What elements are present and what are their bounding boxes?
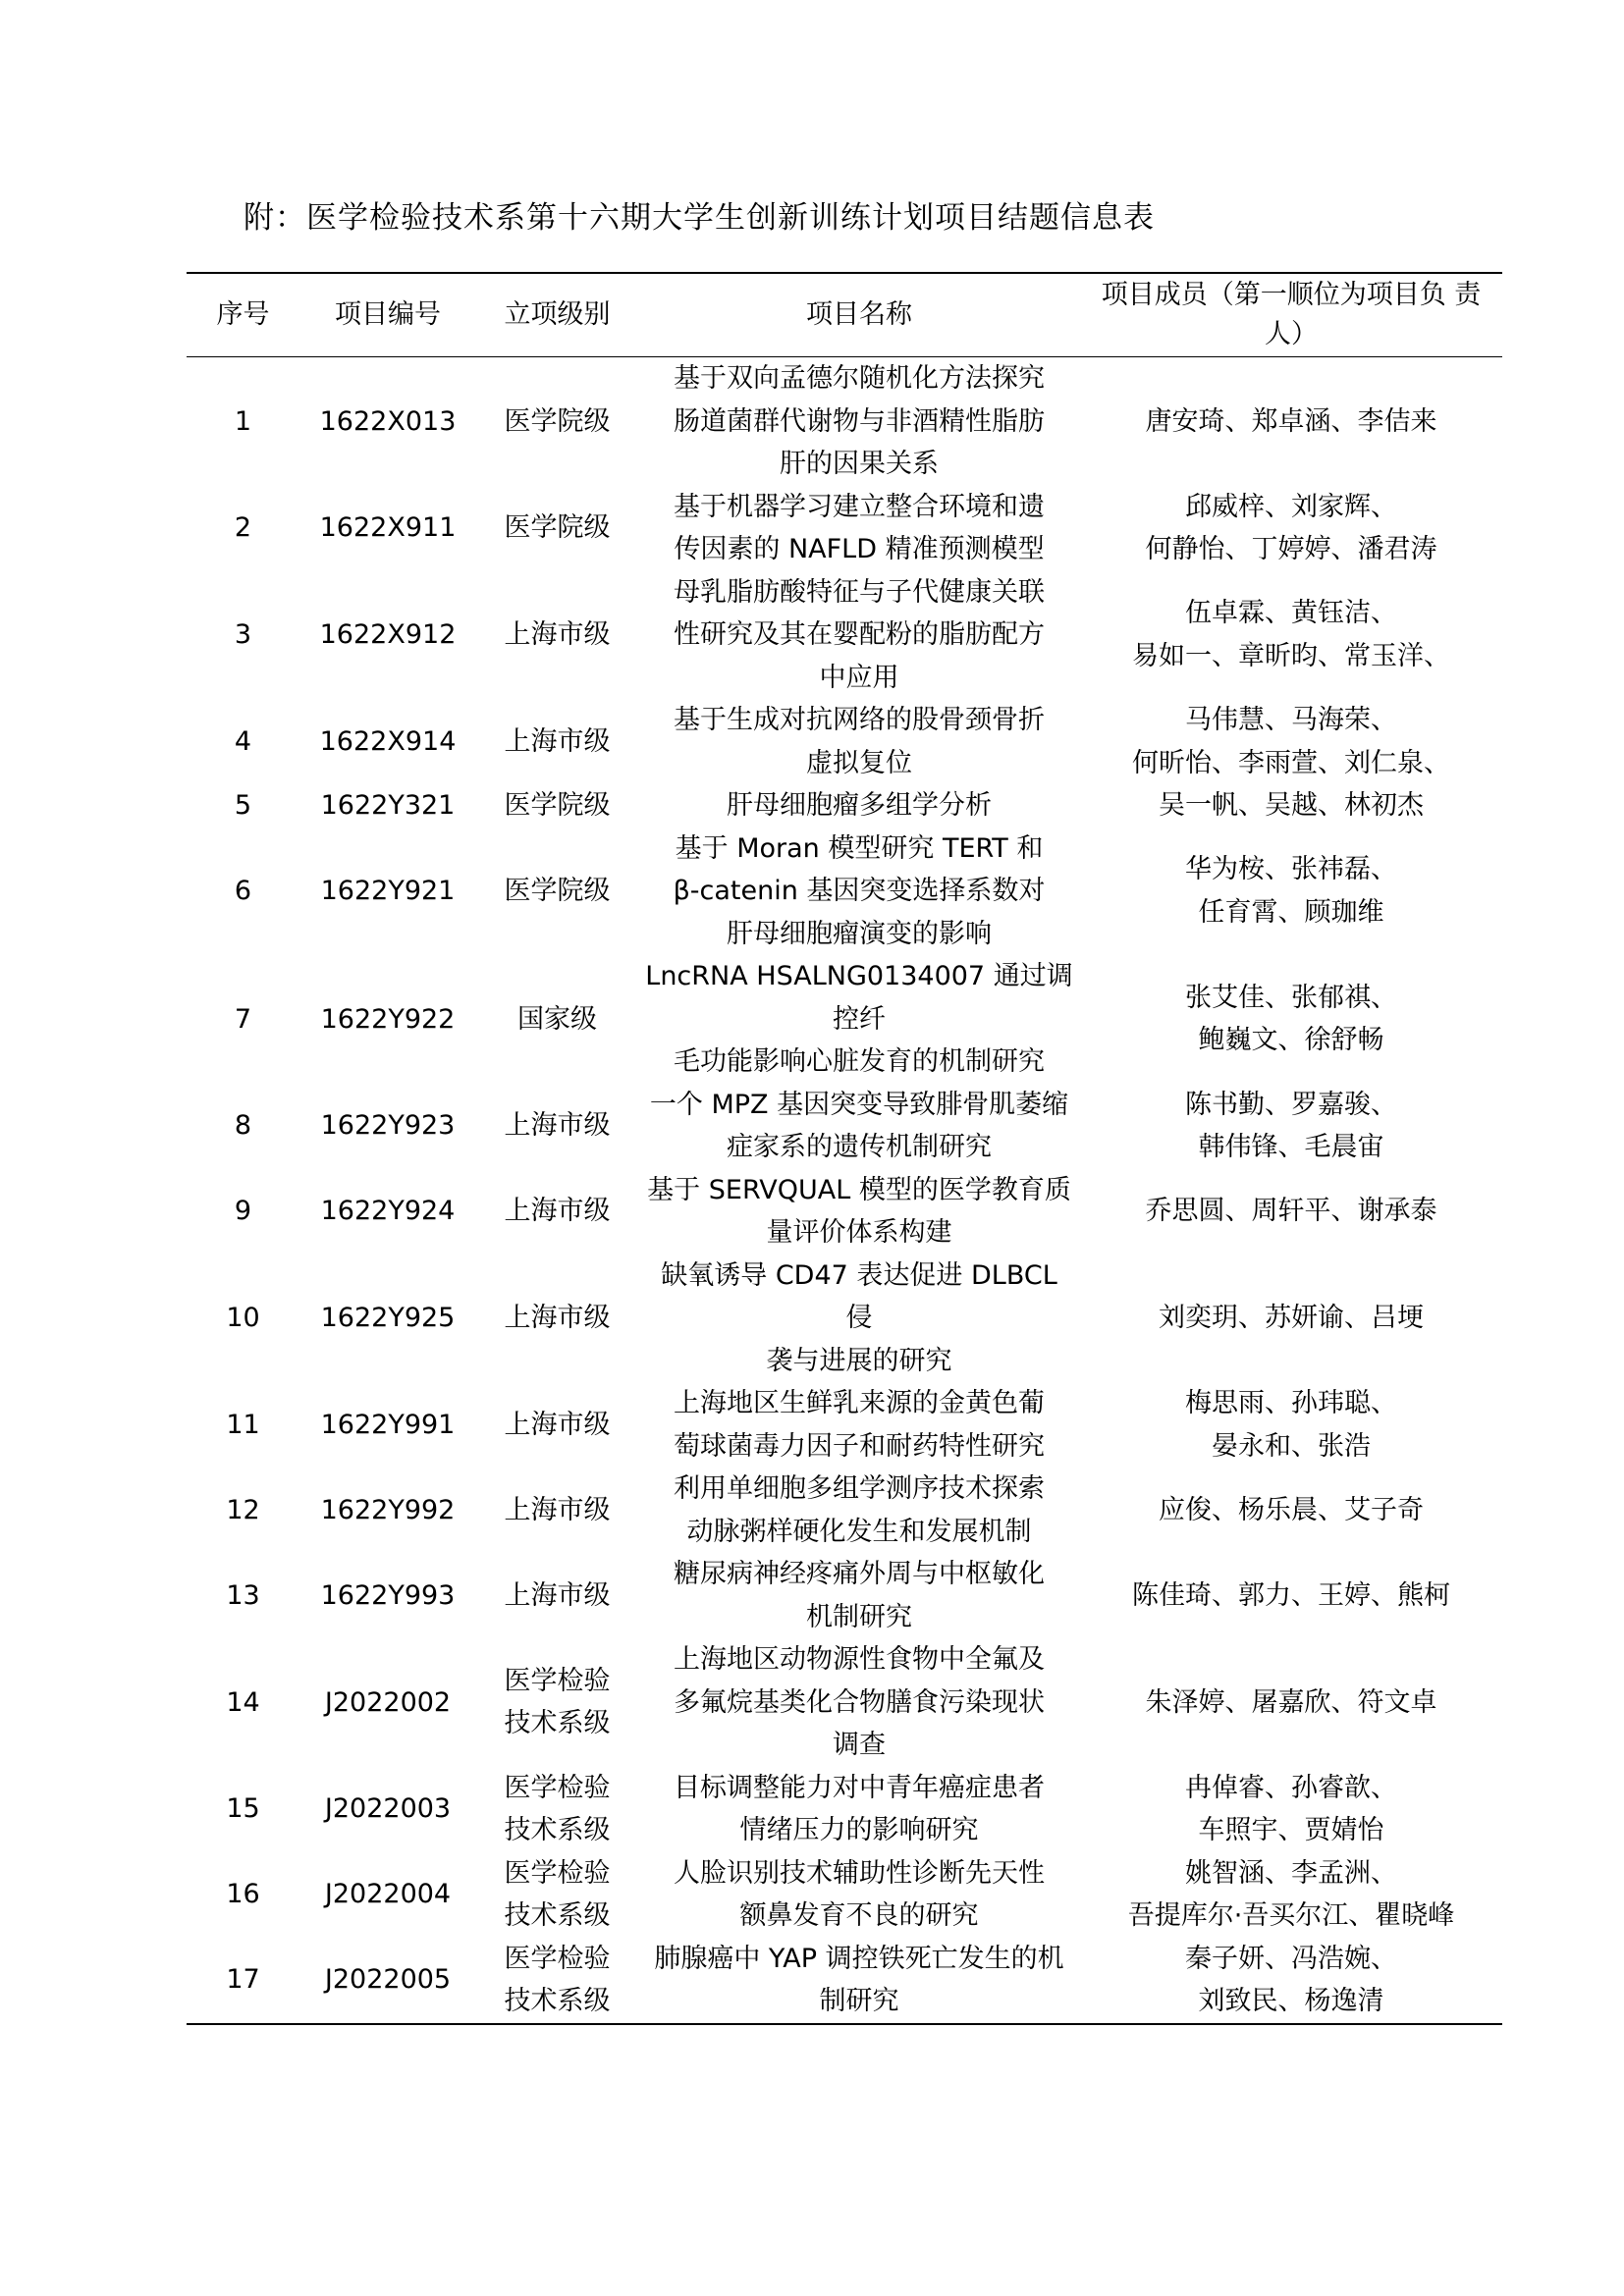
row-level: 上海市级 xyxy=(504,1196,611,1227)
row-code: J2022003 xyxy=(324,1793,452,1825)
row-level: 上海市级 xyxy=(504,619,611,650)
row-index: 16 xyxy=(226,1879,260,1910)
row-index: 14 xyxy=(226,1686,260,1718)
row-index: 8 xyxy=(234,1110,252,1142)
row-index: 11 xyxy=(226,1409,260,1440)
row-level: 医学院级 xyxy=(504,405,611,437)
table-row xyxy=(187,1767,1502,1852)
row-code: 1622Y992 xyxy=(320,1494,456,1525)
table-row xyxy=(187,1553,1502,1638)
row-code: 1622Y991 xyxy=(320,1409,456,1440)
row-index: 12 xyxy=(226,1494,260,1525)
row-members: 伍卓霖、黄钰洁、 易如一、章昕昀、常玉洋、 xyxy=(1132,598,1450,671)
row-level: 医学检验 技术系级 xyxy=(504,1857,611,1931)
row-members: 华为桉、张祎磊、 任育霄、顾珈维 xyxy=(1185,854,1397,928)
header-level: 立项级别 xyxy=(504,299,611,330)
row-level: 上海市级 xyxy=(504,1579,611,1611)
row-name: 糖尿病神经疼痛外周与中枢敏化 机制研究 xyxy=(674,1559,1045,1632)
row-members: 刘奕玥、苏妍谕、吕埂 xyxy=(1159,1303,1424,1333)
table-row xyxy=(187,486,1502,571)
row-level: 医学检验 技术系级 xyxy=(504,1943,611,2016)
row-code: J2022002 xyxy=(324,1686,452,1718)
row-name: 肝母细胞瘤多组学分析 xyxy=(727,790,992,821)
row-index: 17 xyxy=(226,1964,260,1996)
row-members: 应俊、杨乐晨、艾子奇 xyxy=(1159,1494,1424,1525)
row-members: 姚智涵、李孟洲、 吾提库尔·吾买尔江、瞿晓峰 xyxy=(1127,1857,1455,1931)
table-body xyxy=(187,357,1502,2024)
table-row xyxy=(187,699,1502,784)
row-index: 7 xyxy=(234,1003,252,1035)
row-members: 陈佳琦、郭力、王婷、熊柯 xyxy=(1132,1579,1450,1611)
row-index: 10 xyxy=(226,1303,260,1333)
table-row xyxy=(187,1938,1502,2024)
table-row xyxy=(187,1852,1502,1938)
row-name: 目标调整能力对中青年癌症患者 情绪压力的影响研究 xyxy=(674,1772,1045,1845)
row-members: 朱泽婷、屠嘉欣、符文卓 xyxy=(1145,1686,1437,1718)
row-members: 邱威梓、刘家辉、 何静怡、丁婷婷、潘君涛 xyxy=(1145,491,1437,564)
row-level: 上海市级 xyxy=(504,1303,611,1333)
row-code: 1622Y921 xyxy=(320,876,456,906)
row-level: 医学检验 技术系级 xyxy=(504,1665,611,1739)
table-header-row xyxy=(187,273,1502,357)
row-name: 肺腺癌中 YAP 调控铁死亡发生的机 制研究 xyxy=(654,1943,1064,2016)
row-code: J2022005 xyxy=(324,1964,452,1996)
row-name: 基于双向孟德尔随机化方法探究 肠道菌群代谢物与非酒精性脂肪 肝的因果关系 xyxy=(674,363,1045,479)
row-level: 医学院级 xyxy=(504,876,611,906)
row-level: 上海市级 xyxy=(504,1494,611,1525)
row-name: LncRNA HSALNG0134007 通过调控纤 毛功能影响心脏发育的机制研究 xyxy=(645,961,1073,1077)
row-code: 1622X013 xyxy=(319,405,457,437)
row-level: 上海市级 xyxy=(504,1110,611,1142)
row-index: 1 xyxy=(234,405,252,437)
row-members: 唐安琦、郑卓涵、李佶来 xyxy=(1145,405,1437,437)
row-code: 1622Y922 xyxy=(320,1003,456,1035)
row-code: 1622X911 xyxy=(319,512,457,544)
row-name: 基于机器学习建立整合环境和遗 传因素的 NAFLD 精准预测模型 xyxy=(674,491,1045,564)
row-name: 缺氧诱导 CD47 表达促进 DLBCL 侵 袭与进展的研究 xyxy=(661,1259,1057,1376)
row-members: 吴一帆、吴越、林初杰 xyxy=(1159,790,1424,821)
row-index: 9 xyxy=(234,1196,252,1227)
row-name: 一个 MPZ 基因突变导致腓骨肌萎缩 症家系的遗传机制研究 xyxy=(649,1089,1069,1162)
row-index: 5 xyxy=(234,790,252,821)
row-name: 利用单细胞多组学测序技术探索 动脉粥样硬化发生和发展机制 xyxy=(674,1473,1045,1547)
row-index: 6 xyxy=(234,876,252,906)
row-code: 1622Y321 xyxy=(320,790,456,821)
table-row xyxy=(187,955,1502,1084)
row-level: 医学院级 xyxy=(504,790,611,821)
row-index: 13 xyxy=(226,1579,260,1611)
header-code: 项目编号 xyxy=(335,299,441,330)
table-row xyxy=(187,1638,1502,1767)
row-code: 1622Y923 xyxy=(320,1110,456,1142)
row-code: 1622X912 xyxy=(319,619,457,650)
row-index: 4 xyxy=(234,725,252,757)
row-name: 人脸识别技术辅助性诊断先天性 额鼻发育不良的研究 xyxy=(674,1857,1045,1931)
row-name: 上海地区生鲜乳来源的金黄色葡 萄球菌毒力因子和耐药特性研究 xyxy=(674,1388,1045,1462)
row-index: 3 xyxy=(234,619,252,650)
table-row xyxy=(187,1169,1502,1255)
row-name: 基于生成对抗网络的股骨颈骨折 虚拟复位 xyxy=(674,705,1045,778)
table-row xyxy=(187,1255,1502,1383)
header-index: 序号 xyxy=(216,299,270,330)
row-code: 1622Y925 xyxy=(320,1303,456,1333)
row-members: 张艾佳、张郁祺、 鲍巍文、徐舒畅 xyxy=(1185,982,1397,1056)
row-members: 梅思雨、孙玮聪、 晏永和、张浩 xyxy=(1185,1388,1397,1462)
header-members: 项目成员（第一顺位为项目负 责人） xyxy=(1101,280,1482,349)
table-row xyxy=(187,1084,1502,1169)
table-row xyxy=(187,571,1502,700)
row-code: 1622Y924 xyxy=(320,1196,456,1227)
row-name: 基于 SERVQUAL 模型的医学教育质 量评价体系构建 xyxy=(647,1174,1071,1248)
row-level: 上海市级 xyxy=(504,1409,611,1440)
row-name: 上海地区动物源性食物中全氟及 多氟烷基类化合物膳食污染现状 调查 xyxy=(674,1644,1045,1760)
project-table xyxy=(187,272,1502,2025)
table-row xyxy=(187,357,1502,486)
table-row xyxy=(187,1468,1502,1553)
row-level: 医学院级 xyxy=(504,512,611,544)
row-name: 基于 Moran 模型研究 TERT 和 β-catenin 基因突变选择系数对 肝母细胞瘤演变的影响 xyxy=(673,832,1046,949)
row-index: 2 xyxy=(234,512,252,544)
table-row xyxy=(187,828,1502,956)
row-index: 15 xyxy=(226,1793,260,1825)
row-code: J2022004 xyxy=(324,1879,452,1910)
row-members: 乔思圆、周轩平、谢承泰 xyxy=(1145,1196,1437,1227)
table-row xyxy=(187,784,1502,828)
row-members: 马伟慧、马海荣、 何昕怡、李雨萱、刘仁泉、 xyxy=(1132,705,1450,778)
row-code: 1622X914 xyxy=(319,725,457,757)
table-row xyxy=(187,1382,1502,1468)
page-title: 附：医学检验技术系第十六期大学生创新训练计划项目结题信息表 xyxy=(244,200,1155,236)
header-name: 项目名称 xyxy=(806,299,912,330)
row-level: 医学检验 技术系级 xyxy=(504,1772,611,1845)
row-level: 国家级 xyxy=(517,1003,597,1035)
row-level: 上海市级 xyxy=(504,725,611,757)
row-code: 1622Y993 xyxy=(320,1579,456,1611)
row-members: 秦子妍、冯浩婉、 刘致民、杨逸清 xyxy=(1185,1943,1397,2016)
row-name: 母乳脂肪酸特征与子代健康关联 性研究及其在婴配粉的脂肪配方 中应用 xyxy=(674,576,1045,693)
row-members: 冉倬睿、孙睿歆、 车照宇、贾婧怡 xyxy=(1185,1772,1397,1845)
row-members: 陈书勤、罗嘉骏、 韩伟锋、毛晨宙 xyxy=(1185,1089,1397,1162)
